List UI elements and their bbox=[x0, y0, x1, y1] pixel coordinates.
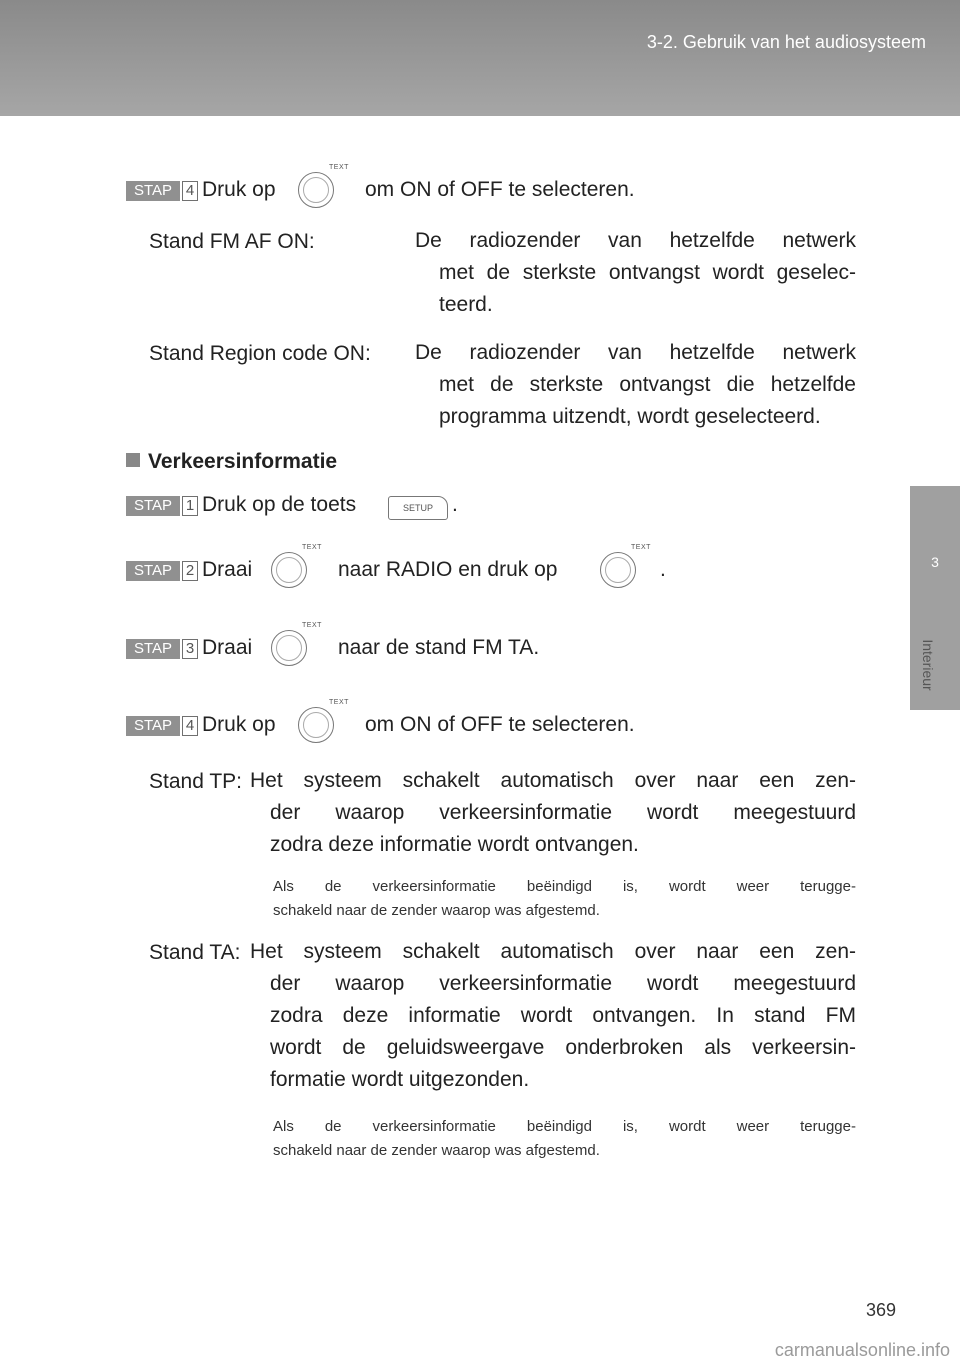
desc-line: wordt de geluidsweergave onderbroken als verkeersin- bbox=[270, 1036, 856, 1059]
desc-line: teerd. bbox=[439, 293, 493, 316]
desc-line: De radiozender van hetzelfde netwerk bbox=[415, 341, 856, 364]
step-badge-number: 4 bbox=[182, 716, 198, 736]
step-badge-number: 1 bbox=[182, 496, 198, 516]
step-text: Druk op de toets bbox=[202, 493, 357, 516]
square-bullet-icon bbox=[126, 453, 140, 467]
note-line: Als de verkeersinformatie beëindigd is, wordt weer terugge- bbox=[273, 878, 856, 895]
chapter-label-text: Interieur bbox=[920, 639, 936, 691]
desc-line: zodra deze informatie wordt ontvangen. bbox=[270, 833, 639, 856]
mode-label: Stand TA: bbox=[149, 941, 241, 964]
knob-label: TEXT bbox=[302, 622, 322, 629]
note-line: schakeld naar de zender waarop was afgestemd. bbox=[273, 1142, 600, 1159]
desc-line: Het systeem schakelt automatisch over naar een zen- bbox=[250, 940, 856, 963]
mode-description bbox=[250, 765, 856, 861]
mode-description bbox=[250, 936, 856, 1096]
desc-line: met de sterkste ontvangst wordt geselec- bbox=[439, 261, 856, 284]
desc-line: Het systeem schakelt automatisch over naar een zen- bbox=[250, 769, 856, 792]
step-badge-label: STAP bbox=[126, 639, 180, 659]
knob-label: TEXT bbox=[329, 164, 349, 171]
step-text: Draai bbox=[202, 636, 253, 659]
step-text: Druk op bbox=[202, 178, 276, 201]
chapter-label bbox=[916, 620, 940, 710]
note bbox=[273, 875, 856, 923]
step-text: . bbox=[660, 558, 666, 581]
step-badge-number: 4 bbox=[182, 181, 198, 201]
desc-line: De radiozender van hetzelfde netwerk bbox=[415, 229, 856, 252]
tune-knob-icon bbox=[268, 622, 328, 670]
section-title: Verkeersinformatie bbox=[148, 450, 338, 473]
step-text: naar de stand FM TA. bbox=[338, 636, 540, 659]
header-title: 3-2. Gebruik van het audiosysteem bbox=[646, 32, 926, 52]
step-badge bbox=[126, 496, 196, 516]
mode-description bbox=[415, 337, 856, 433]
note bbox=[273, 1115, 856, 1163]
step-text: Draai bbox=[202, 558, 253, 581]
step-badge-label: STAP bbox=[126, 496, 180, 516]
section-heading bbox=[126, 450, 337, 474]
step-text: Druk op bbox=[202, 713, 276, 736]
step-text: om ON of OFF te selecteren. bbox=[365, 713, 635, 736]
step-text: naar RADIO en druk op bbox=[338, 558, 558, 581]
setup-button-icon: SETUP bbox=[388, 496, 448, 520]
step-badge-label: STAP bbox=[126, 181, 180, 201]
knob-label: TEXT bbox=[302, 544, 322, 551]
mode-description bbox=[415, 225, 856, 321]
chapter-number: 3 bbox=[931, 554, 939, 570]
tune-knob-icon bbox=[295, 699, 355, 747]
mode-label: Stand TP: bbox=[149, 770, 243, 793]
tune-knob-icon bbox=[268, 544, 328, 592]
note-line: schakeld naar de zender waarop was afgestemd. bbox=[273, 902, 600, 919]
page-number: 369 bbox=[865, 1300, 896, 1320]
watermark: carmanualsonline.info bbox=[774, 1340, 950, 1360]
step-badge-number: 3 bbox=[182, 639, 198, 659]
desc-line: zodra deze informatie wordt ontvangen. In stand FM bbox=[270, 1004, 856, 1027]
tune-knob-icon bbox=[597, 544, 657, 592]
page-header bbox=[0, 0, 960, 116]
note-line: Als de verkeersinformatie beëindigd is, wordt weer terugge- bbox=[273, 1118, 856, 1135]
mode-label: Stand FM AF ON: bbox=[149, 230, 315, 253]
knob-label: TEXT bbox=[329, 699, 349, 706]
tune-knob-icon bbox=[295, 164, 355, 212]
step-badge bbox=[126, 181, 196, 201]
step-text: om ON of OFF te selecteren. bbox=[365, 178, 635, 201]
step-badge bbox=[126, 561, 196, 581]
step-badge-label: STAP bbox=[126, 716, 180, 736]
knob-label: TEXT bbox=[631, 544, 651, 551]
step-badge-label: STAP bbox=[126, 561, 180, 581]
desc-line: formatie wordt uitgezonden. bbox=[270, 1068, 530, 1091]
step-badge bbox=[126, 639, 196, 659]
step-badge-number: 2 bbox=[182, 561, 198, 581]
step-text: . bbox=[452, 493, 458, 516]
desc-line: met de sterkste ontvangst die hetzelfde bbox=[439, 373, 856, 396]
step-badge bbox=[126, 716, 196, 736]
desc-line: der waarop verkeersinformatie wordt meegestuurd bbox=[270, 972, 856, 995]
desc-line: programma uitzendt, wordt geselecteerd. bbox=[439, 405, 821, 428]
desc-line: der waarop verkeersinformatie wordt meegestuurd bbox=[270, 801, 856, 824]
mode-label: Stand Region code ON: bbox=[149, 342, 371, 365]
